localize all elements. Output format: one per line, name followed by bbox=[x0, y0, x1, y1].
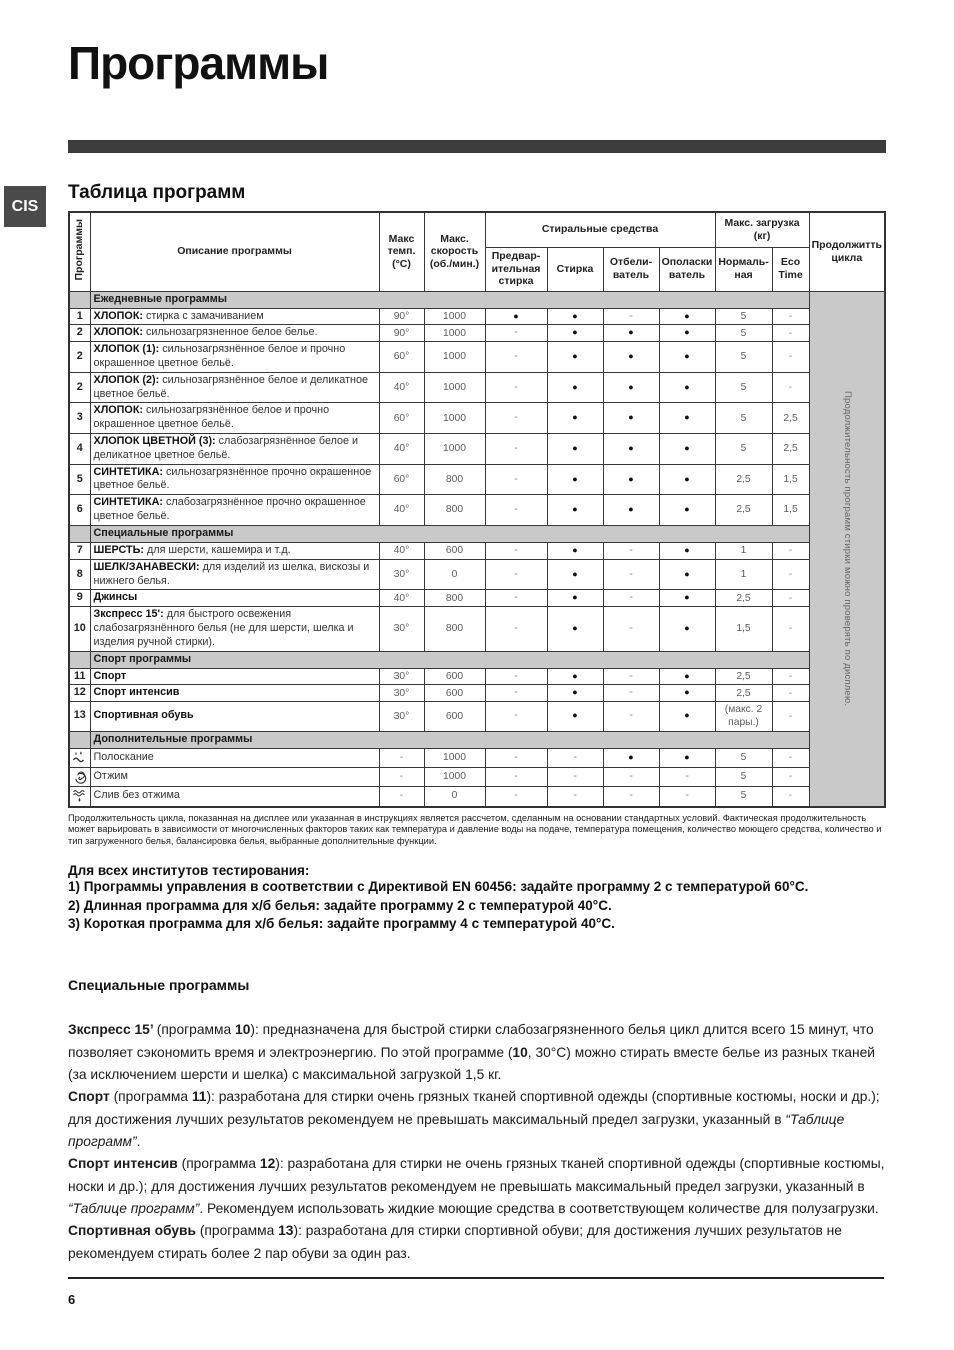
max-speed-value: 600 bbox=[424, 542, 485, 559]
program-description: ШЕРСТЬ: для шерсти, кашемира и т.д. bbox=[90, 542, 379, 559]
testing-line: 1) Программы управления в соответствии с Директивой EN 60456: задайте программу 2 с температурой 60°С. bbox=[68, 878, 809, 894]
softener-mark: ● bbox=[659, 668, 715, 685]
normal-load-value: 5 bbox=[715, 403, 772, 434]
wash-mark: ● bbox=[547, 403, 603, 434]
eco-time-value: - bbox=[772, 590, 809, 607]
eco-time-value: 2,5 bbox=[772, 403, 809, 434]
programs-table bbox=[68, 211, 886, 808]
program-row bbox=[69, 767, 885, 786]
section-header-label: Дополнительные программы bbox=[90, 731, 809, 748]
special-programs-text bbox=[68, 1019, 890, 1265]
program-row bbox=[69, 403, 885, 434]
prewash-mark: - bbox=[485, 464, 547, 495]
duration-side-note: Продолжительность программ стирки можно проверять по дисплею. bbox=[842, 390, 853, 707]
softener-mark: ● bbox=[659, 590, 715, 607]
program-row bbox=[69, 607, 885, 651]
drain-icon bbox=[69, 786, 90, 807]
section-row-num-cell bbox=[69, 731, 90, 748]
eco-time-value: - bbox=[772, 607, 809, 651]
wash-mark: - bbox=[547, 767, 603, 786]
program-description: Отжим bbox=[90, 767, 379, 786]
normal-load-value: 2,5 bbox=[715, 590, 772, 607]
eco-time-value: - bbox=[772, 668, 809, 685]
column-header-softener: Ополаски ватель bbox=[659, 247, 715, 291]
max-speed-value: 1000 bbox=[424, 342, 485, 373]
normal-load-value: 1 bbox=[715, 542, 772, 559]
max-temp-value: 40° bbox=[379, 372, 424, 403]
program-description: ХЛОПОК: сильнозагрязнённое белое и прочно окрашенное цветное бельё. bbox=[90, 403, 379, 434]
max-speed-value: 0 bbox=[424, 786, 485, 807]
softener-mark: ● bbox=[659, 702, 715, 731]
prewash-mark: - bbox=[485, 403, 547, 434]
prewash-mark: - bbox=[485, 542, 547, 559]
section-row bbox=[69, 731, 885, 748]
softener-mark: ● bbox=[659, 403, 715, 434]
bleach-mark: - bbox=[603, 685, 659, 702]
program-row bbox=[69, 325, 885, 342]
bleach-mark: ● bbox=[603, 325, 659, 342]
max-temp-value: 30° bbox=[379, 685, 424, 702]
prewash-mark: - bbox=[485, 668, 547, 685]
program-row bbox=[69, 748, 885, 767]
prewash-mark: - bbox=[485, 325, 547, 342]
program-number: 12 bbox=[69, 685, 90, 702]
column-header-duration: Продолжитть цикла bbox=[809, 212, 885, 291]
prewash-mark: - bbox=[485, 607, 547, 651]
program-row bbox=[69, 464, 885, 495]
normal-load-value: 1 bbox=[715, 559, 772, 590]
program-number: 9 bbox=[69, 590, 90, 607]
max-speed-value: 1000 bbox=[424, 308, 485, 325]
table-header bbox=[69, 212, 885, 291]
special-programs-title: Специальные программы bbox=[68, 977, 250, 994]
program-description: СИНТЕТИКА: слабозагрязнённое прочно окрашенное цветное бельё. bbox=[90, 495, 379, 526]
max-speed-value: 800 bbox=[424, 464, 485, 495]
bleach-mark: ● bbox=[603, 748, 659, 767]
column-header-description: Описание программы bbox=[90, 212, 379, 291]
section-row-num-cell bbox=[69, 525, 90, 542]
column-header-bleach: Отбели- ватель bbox=[603, 247, 659, 291]
wash-mark: ● bbox=[547, 590, 603, 607]
normal-load-value: 2,5 bbox=[715, 668, 772, 685]
softener-mark: ● bbox=[659, 495, 715, 526]
bleach-mark: - bbox=[603, 308, 659, 325]
table-title: Таблица программ bbox=[68, 182, 246, 203]
normal-load-value: 5 bbox=[715, 786, 772, 807]
normal-load-value: 5 bbox=[715, 767, 772, 786]
program-row bbox=[69, 342, 885, 373]
prewash-mark: - bbox=[485, 342, 547, 373]
program-number: 6 bbox=[69, 495, 90, 526]
column-header-eco-time: Eco Time bbox=[772, 247, 809, 291]
wash-mark: ● bbox=[547, 685, 603, 702]
program-number: 7 bbox=[69, 542, 90, 559]
prewash-mark: - bbox=[485, 559, 547, 590]
program-description: ХЛОПОК (1): сильнозагрязнённое белое и прочно окрашенное цветное бельё. bbox=[90, 342, 379, 373]
column-header-prewash: Предвар- ительная стирка bbox=[485, 247, 547, 291]
wash-mark: ● bbox=[547, 702, 603, 731]
bleach-mark: ● bbox=[603, 342, 659, 373]
max-temp-value: - bbox=[379, 748, 424, 767]
program-row bbox=[69, 559, 885, 590]
max-temp-value: 40° bbox=[379, 495, 424, 526]
softener-mark: - bbox=[659, 786, 715, 807]
program-description: Спортивная обувь bbox=[90, 702, 379, 731]
eco-time-value: 1,5 bbox=[772, 464, 809, 495]
program-description: ХЛОПОК ЦВЕТНОЙ (3): слабозагрязнённое белое и деликатное цветное бельё. bbox=[90, 434, 379, 465]
table-footnote: Продолжительность цикла, показанная на дисплее или указанная в инструкциях является рассчетом, сделанным на основании стандартных условий. Фактическая продолжительность может варьировать в зависимости от многочисленных факторов таких как температура и давление воды на подаче, температура помещения, количество моющего средства, количество и тип загруженного белья, балансировка белья, выбранные дополнительные функции. bbox=[68, 812, 882, 846]
prewash-mark: - bbox=[485, 685, 547, 702]
program-description: Джинсы bbox=[90, 590, 379, 607]
eco-time-value: - bbox=[772, 342, 809, 373]
section-row-num-cell bbox=[69, 651, 90, 668]
program-number: 8 bbox=[69, 559, 90, 590]
program-row bbox=[69, 542, 885, 559]
eco-time-value: 1,5 bbox=[772, 495, 809, 526]
max-speed-value: 1000 bbox=[424, 325, 485, 342]
testing-line: 3) Короткая программа для х/б белья: задайте программу 4 с температурой 40°С. bbox=[68, 916, 615, 932]
max-speed-value: 1000 bbox=[424, 748, 485, 767]
max-speed-value: 1000 bbox=[424, 434, 485, 465]
max-temp-value: 40° bbox=[379, 542, 424, 559]
paragraph-express15: Зкспресс 15’ (программа 10): предназначена для быстрой стирки слабозагрязненного белья цикл длится всего 15 минут, что позволяет сэкономить время и электроэнергию. По этой программе (10, 30°С) можно стирать вместе белье из разных тканей (за исключением шерсти и шелка) с максимальной загрузкой 1,5 кг. bbox=[68, 1022, 875, 1082]
eco-time-value: - bbox=[772, 767, 809, 786]
section-row bbox=[69, 291, 885, 308]
programs-vertical-label: Программы bbox=[73, 219, 86, 281]
section-row bbox=[69, 651, 885, 668]
page-number: 6 bbox=[68, 1292, 76, 1307]
section-row bbox=[69, 525, 885, 542]
bleach-mark: - bbox=[603, 590, 659, 607]
bleach-mark: - bbox=[603, 607, 659, 651]
program-description: ХЛОПОК (2): сильнозагрязнённое белое и деликатное цветное бельё. bbox=[90, 372, 379, 403]
program-row bbox=[69, 702, 885, 731]
bleach-mark: ● bbox=[603, 372, 659, 403]
language-tab-cis: CIS bbox=[4, 186, 46, 227]
wash-mark: ● bbox=[547, 559, 603, 590]
max-temp-value: 30° bbox=[379, 607, 424, 651]
program-number: 11 bbox=[69, 668, 90, 685]
prewash-mark: - bbox=[485, 786, 547, 807]
eco-time-value: - bbox=[772, 786, 809, 807]
paragraph-sport-shoes: Спортивная обувь (программа 13): разработана для стирки спортивной обуви; для достижения лучших результатов не рекомендуем стирать более 2 пар обуви за один раз. bbox=[68, 1223, 842, 1261]
softener-mark: ● bbox=[659, 542, 715, 559]
wash-mark: ● bbox=[547, 542, 603, 559]
program-row bbox=[69, 372, 885, 403]
normal-load-value: 5 bbox=[715, 434, 772, 465]
max-temp-value: - bbox=[379, 767, 424, 786]
program-number: 2 bbox=[69, 372, 90, 403]
wash-mark: ● bbox=[547, 308, 603, 325]
prewash-mark: ● bbox=[485, 308, 547, 325]
testing-title: Для всех институтов тестирования: bbox=[68, 862, 310, 878]
normal-load-value: 2,5 bbox=[715, 495, 772, 526]
bleach-mark: - bbox=[603, 702, 659, 731]
bleach-mark: - bbox=[603, 542, 659, 559]
max-temp-value: 40° bbox=[379, 590, 424, 607]
wash-mark: ● bbox=[547, 495, 603, 526]
program-number: 4 bbox=[69, 434, 90, 465]
normal-load-value: (макс. 2 пары.) bbox=[715, 702, 772, 731]
program-row bbox=[69, 685, 885, 702]
wash-mark: ● bbox=[547, 464, 603, 495]
program-description: ХЛОПОК: сильнозагрязненное белое белье. bbox=[90, 325, 379, 342]
program-description: Полоскание bbox=[90, 748, 379, 767]
footer-divider bbox=[68, 1277, 884, 1279]
softener-mark: - bbox=[659, 767, 715, 786]
wash-mark: ● bbox=[547, 668, 603, 685]
softener-mark: ● bbox=[659, 308, 715, 325]
max-speed-value: 1000 bbox=[424, 403, 485, 434]
softener-mark: ● bbox=[659, 607, 715, 651]
wash-mark: ● bbox=[547, 325, 603, 342]
spin-icon bbox=[69, 767, 90, 786]
normal-load-value: 5 bbox=[715, 748, 772, 767]
column-group-detergents: Стиральные средства bbox=[485, 212, 715, 247]
wash-mark: ● bbox=[547, 434, 603, 465]
column-header-max-speed: Макс. скорость (об./мин.) bbox=[424, 212, 485, 291]
normal-load-value: 5 bbox=[715, 325, 772, 342]
paragraph-sport-intensive: Спорт интенсив (программа 12): разработана для стирки не очень грязных тканей спортивной одежды (спортивные костюмы, носки и др.); для достижения лучших результатов рекомендуем не превышать максимальный предел загрузки, указанный в “Таблице программ”. Рекомендуем использовать жидкие моющие средства в соответствующем количестве для полузагрузки. bbox=[68, 1156, 885, 1217]
softener-mark: ● bbox=[659, 559, 715, 590]
max-temp-value: 30° bbox=[379, 559, 424, 590]
softener-mark: ● bbox=[659, 464, 715, 495]
program-number: 2 bbox=[69, 325, 90, 342]
program-row bbox=[69, 786, 885, 807]
softener-mark: ● bbox=[659, 325, 715, 342]
max-speed-value: 800 bbox=[424, 607, 485, 651]
max-temp-value: - bbox=[379, 786, 424, 807]
page-content bbox=[68, 0, 886, 1265]
eco-time-value: - bbox=[772, 702, 809, 731]
program-description: ХЛОПОК: стирка с замачиванием bbox=[90, 308, 379, 325]
max-speed-value: 0 bbox=[424, 559, 485, 590]
softener-mark: ● bbox=[659, 372, 715, 403]
max-temp-value: 30° bbox=[379, 668, 424, 685]
prewash-mark: - bbox=[485, 767, 547, 786]
eco-time-value: - bbox=[772, 685, 809, 702]
wash-mark: ● bbox=[547, 342, 603, 373]
bleach-mark: - bbox=[603, 559, 659, 590]
program-description: Слив без отжима bbox=[90, 786, 379, 807]
normal-load-value: 2,5 bbox=[715, 464, 772, 495]
bleach-mark: ● bbox=[603, 403, 659, 434]
normal-load-value: 5 bbox=[715, 342, 772, 373]
section-header-label: Специальные программы bbox=[90, 525, 809, 542]
max-temp-value: 60° bbox=[379, 342, 424, 373]
bleach-mark: ● bbox=[603, 495, 659, 526]
prewash-mark: - bbox=[485, 590, 547, 607]
program-number: 13 bbox=[69, 702, 90, 731]
max-speed-value: 1000 bbox=[424, 767, 485, 786]
eco-time-value: - bbox=[772, 308, 809, 325]
softener-mark: ● bbox=[659, 685, 715, 702]
wash-mark: - bbox=[547, 748, 603, 767]
program-row bbox=[69, 434, 885, 465]
program-description: Спорт интенсив bbox=[90, 685, 379, 702]
program-number: 3 bbox=[69, 403, 90, 434]
section-header-label: Спорт программы bbox=[90, 651, 809, 668]
column-header-programs bbox=[69, 212, 90, 291]
column-group-max-load: Макс. загрузка (кг) bbox=[715, 212, 809, 247]
bleach-mark: - bbox=[603, 786, 659, 807]
program-description: СИНТЕТИКА: сильнозагрязнённое прочно окрашенное цветное бельё. bbox=[90, 464, 379, 495]
program-row bbox=[69, 590, 885, 607]
eco-time-value: - bbox=[772, 325, 809, 342]
softener-mark: ● bbox=[659, 342, 715, 373]
program-row bbox=[69, 308, 885, 325]
program-row bbox=[69, 668, 885, 685]
softener-mark: ● bbox=[659, 748, 715, 767]
program-description: Зкспресс 15': для быстрого освежения слабозагрязнённого белья (не для шерсти, шелка и изделия ручной стирки). bbox=[90, 607, 379, 651]
program-description: Спорт bbox=[90, 668, 379, 685]
prewash-mark: - bbox=[485, 495, 547, 526]
duration-side-note-cell bbox=[809, 291, 885, 807]
eco-time-value: - bbox=[772, 372, 809, 403]
bleach-mark: - bbox=[603, 767, 659, 786]
wash-mark: - bbox=[547, 786, 603, 807]
normal-load-value: 5 bbox=[715, 372, 772, 403]
prewash-mark: - bbox=[485, 702, 547, 731]
normal-load-value: 5 bbox=[715, 308, 772, 325]
max-temp-value: 90° bbox=[379, 325, 424, 342]
program-number: 10 bbox=[69, 607, 90, 651]
column-header-max-temp: Макс темп. (°С) bbox=[379, 212, 424, 291]
max-temp-value: 60° bbox=[379, 464, 424, 495]
wash-mark: ● bbox=[547, 372, 603, 403]
max-temp-value: 40° bbox=[379, 434, 424, 465]
max-speed-value: 600 bbox=[424, 702, 485, 731]
max-speed-value: 1000 bbox=[424, 372, 485, 403]
normal-load-value: 2,5 bbox=[715, 685, 772, 702]
eco-time-value: - bbox=[772, 559, 809, 590]
section-header-label: Ежедневные программы bbox=[90, 291, 809, 308]
max-speed-value: 600 bbox=[424, 685, 485, 702]
max-speed-value: 800 bbox=[424, 495, 485, 526]
testing-institutes-block bbox=[68, 863, 886, 935]
bleach-mark: - bbox=[603, 668, 659, 685]
max-speed-value: 800 bbox=[424, 590, 485, 607]
program-number: 1 bbox=[69, 308, 90, 325]
testing-line: 2) Длинная программа для х/б белья: задайте программу 2 с температурой 40°С. bbox=[68, 897, 612, 913]
prewash-mark: - bbox=[485, 434, 547, 465]
eco-time-value: - bbox=[772, 748, 809, 767]
program-table-body bbox=[69, 291, 885, 807]
rinse-icon bbox=[69, 748, 90, 767]
prewash-mark: - bbox=[485, 748, 547, 767]
max-speed-value: 600 bbox=[424, 668, 485, 685]
program-row bbox=[69, 495, 885, 526]
softener-mark: ● bbox=[659, 434, 715, 465]
eco-time-value: - bbox=[772, 542, 809, 559]
eco-time-value: 2,5 bbox=[772, 434, 809, 465]
column-header-normal: Нормаль- ная bbox=[715, 247, 772, 291]
program-description: ШЕЛК/ЗАНАВЕСКИ: для изделий из шелка, вискозы и нижнего белья. bbox=[90, 559, 379, 590]
column-header-wash: Стирка bbox=[547, 247, 603, 291]
section-row-num-cell bbox=[69, 291, 90, 308]
page-title: Программы bbox=[68, 37, 329, 89]
bleach-mark: ● bbox=[603, 464, 659, 495]
program-number: 2 bbox=[69, 342, 90, 373]
normal-load-value: 1,5 bbox=[715, 607, 772, 651]
program-number: 5 bbox=[69, 464, 90, 495]
prewash-mark: - bbox=[485, 372, 547, 403]
max-temp-value: 60° bbox=[379, 403, 424, 434]
max-temp-value: 90° bbox=[379, 308, 424, 325]
bleach-mark: ● bbox=[603, 434, 659, 465]
max-temp-value: 30° bbox=[379, 702, 424, 731]
title-divider-bar bbox=[68, 140, 886, 153]
wash-mark: ● bbox=[547, 607, 603, 651]
paragraph-sport: Спорт (программа 11): разработана для стирки очень грязных тканей спортивной одежды (спортивные костюмы, носки и др.); для достижения лучших результатов рекомендуем не превышать максимальный предел загрузки, указанный в “Таблице программ”. bbox=[68, 1089, 880, 1150]
